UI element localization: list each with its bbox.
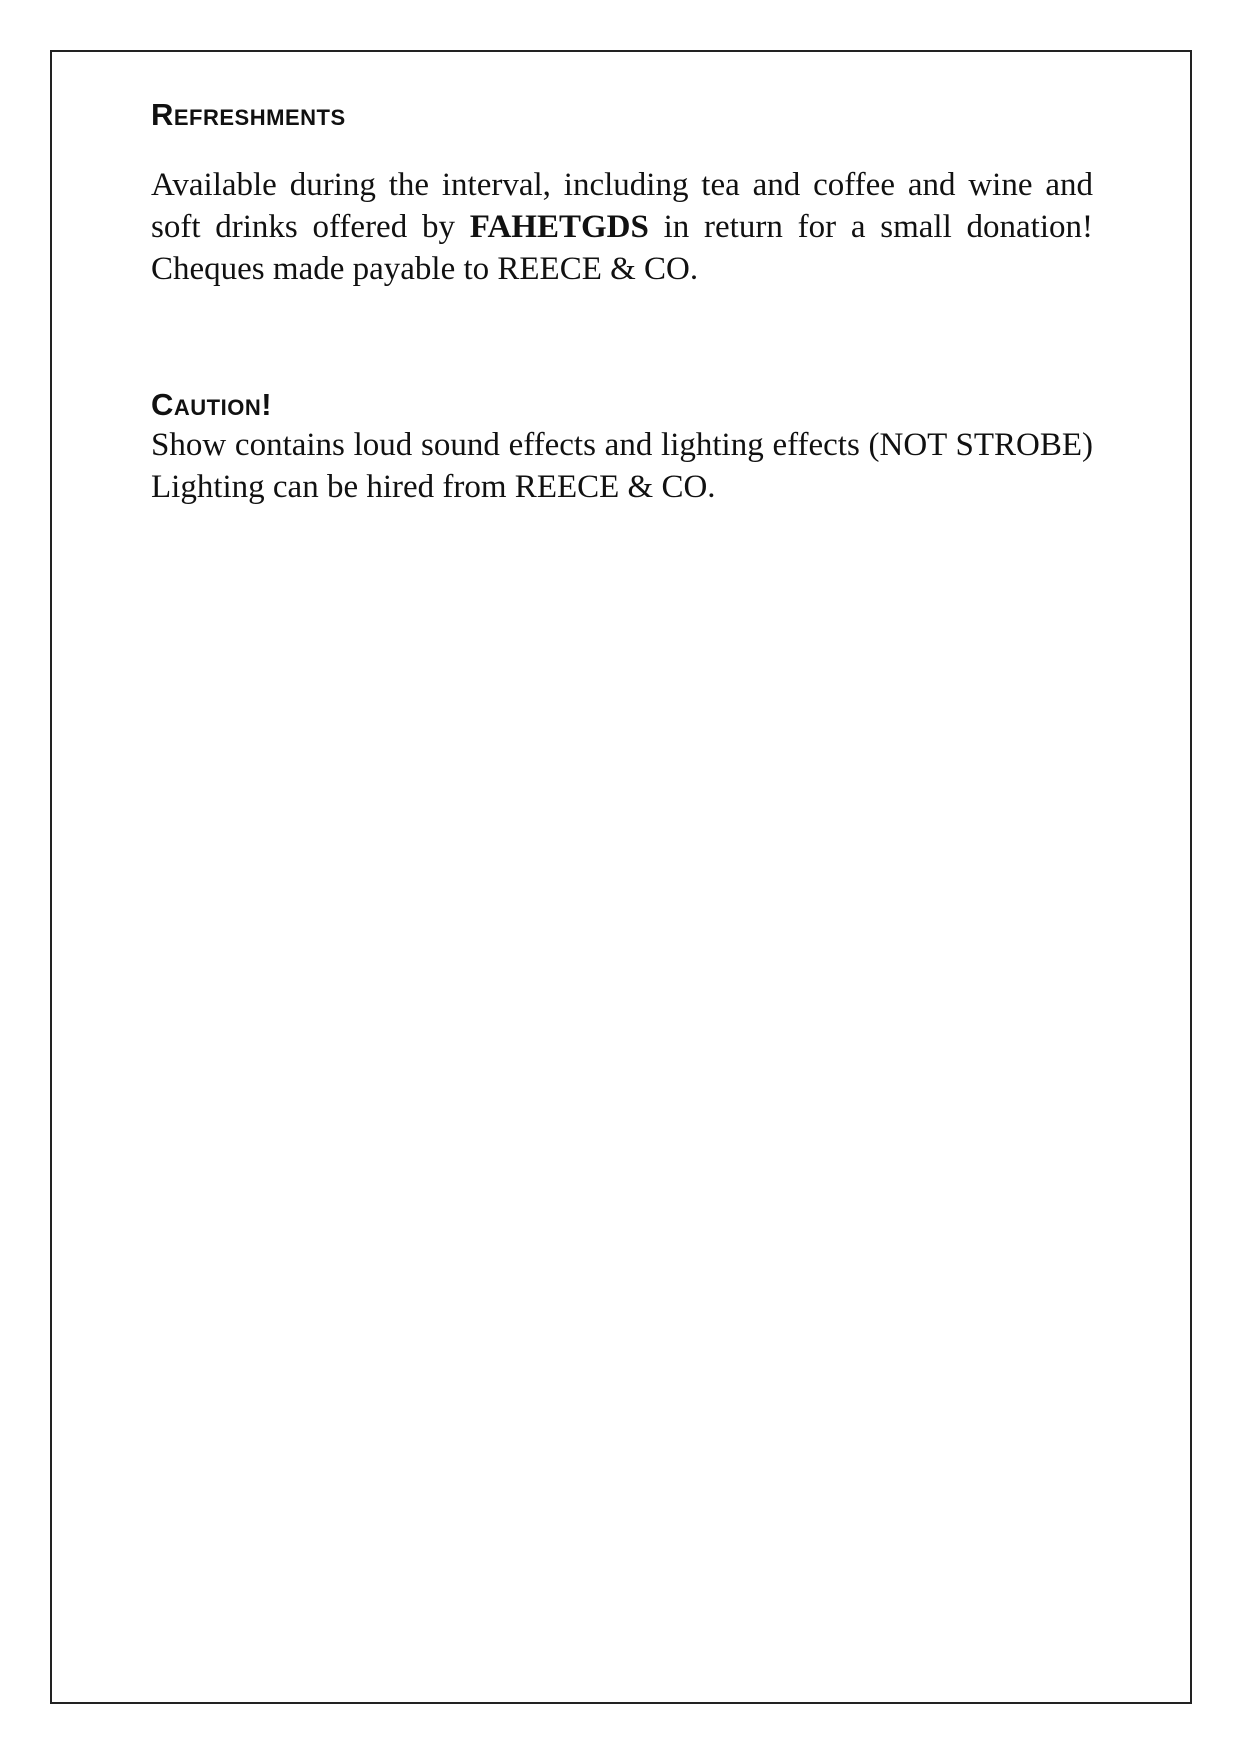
caution-heading: Caution! bbox=[151, 387, 273, 422]
refreshments-paragraph bbox=[151, 164, 1093, 290]
caution-paragraph: Show contains loud sound effects and lighting effects (NOT STROBE) Lighting can be hired from REECE & CO. bbox=[151, 427, 1093, 505]
organization-name: FAHETGDS bbox=[469, 209, 649, 245]
refreshments-text-part1: Available during the interval, including tea and coffee and wine and soft drinks offered by bbox=[151, 167, 1093, 245]
document-content bbox=[151, 96, 1093, 508]
refreshments-text-part2: in return for a small donation! Cheques made payable to REECE & CO. bbox=[151, 209, 1093, 287]
refreshments-heading: Refreshments bbox=[151, 97, 346, 132]
